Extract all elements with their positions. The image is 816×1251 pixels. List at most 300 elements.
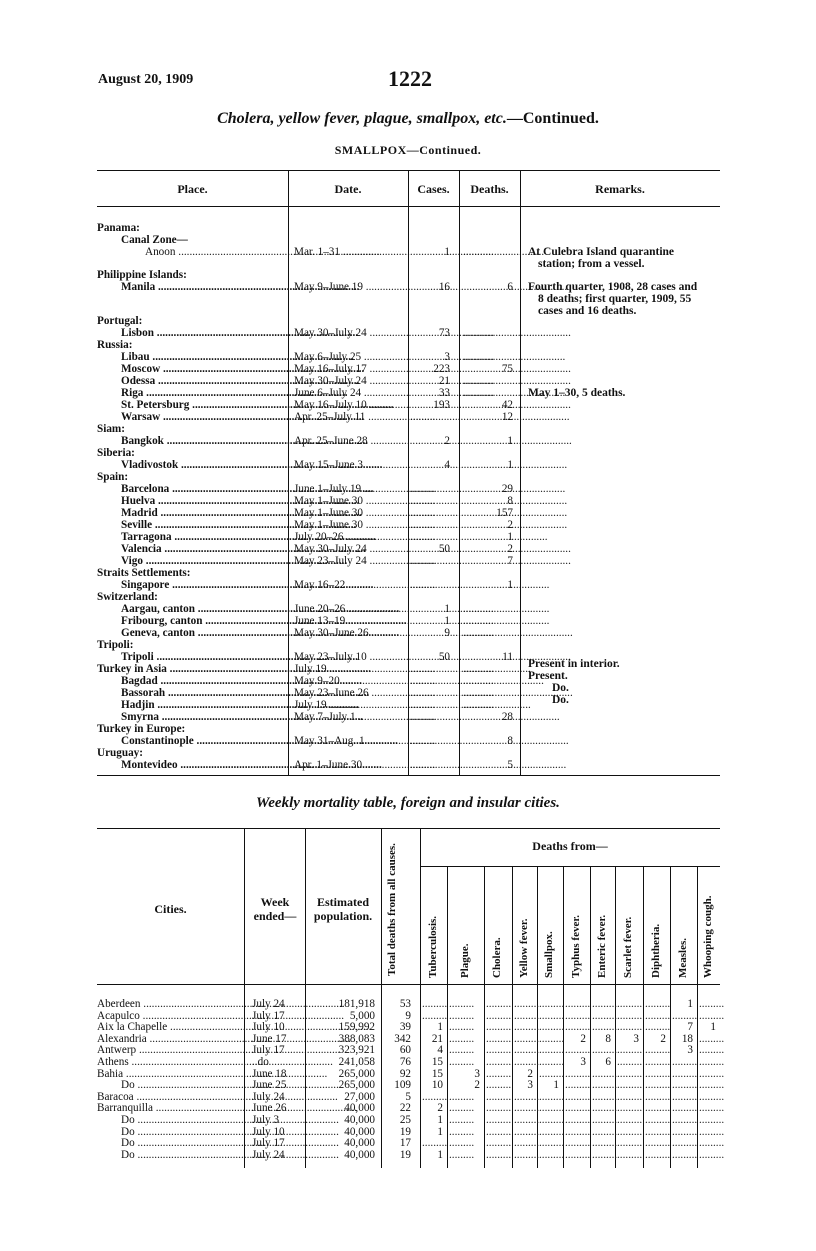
disease-cell: 1 xyxy=(437,1021,443,1034)
cases-cell: 9 xyxy=(444,627,450,639)
disease-header: Plague. xyxy=(458,943,471,978)
table-row xyxy=(97,447,727,459)
disease-cell: ......... xyxy=(486,1125,512,1138)
table-row xyxy=(97,567,727,579)
cases-cell: 16 xyxy=(438,281,450,293)
date-cell: May 30–July 24 ..... xyxy=(294,375,407,387)
city-cell: Barranquilla ..... xyxy=(97,1103,244,1114)
date-cell: July 19 ..... xyxy=(294,663,407,675)
population-cell: 40,000 xyxy=(344,1125,375,1138)
table-row xyxy=(97,591,727,603)
table-row xyxy=(97,747,727,759)
population-cell: 5,000 xyxy=(349,1009,375,1022)
place-cell: Bagdad ..... xyxy=(121,675,286,687)
disease-cell: ......... xyxy=(539,1032,565,1045)
deaths-cell: 75 xyxy=(501,363,513,375)
deaths-cell: ........... xyxy=(463,675,494,687)
cases-cell: ......... xyxy=(410,411,436,423)
total-cell: 109 xyxy=(394,1079,411,1092)
total-cell: 19 xyxy=(399,1148,411,1161)
disease-cell: ......... xyxy=(699,998,725,1010)
week-cell: July 10 xyxy=(252,1021,285,1034)
deaths-cell: ........... xyxy=(463,375,494,387)
disease-cell: ......... xyxy=(486,1148,512,1161)
disease-cell: ......... xyxy=(565,1148,591,1161)
disease-cell: ......... xyxy=(539,1102,565,1115)
date-cell: May 7–July 1 ..... xyxy=(294,711,407,723)
disease-cell: ......... xyxy=(592,1102,618,1115)
disease-cell: 3 xyxy=(633,1032,639,1045)
table-row xyxy=(97,351,727,363)
disease-cell: ......... xyxy=(565,998,591,1010)
page-title xyxy=(0,110,816,128)
disease-cell: ......... xyxy=(645,1067,671,1080)
place-cell: Tripoli ..... xyxy=(121,651,286,663)
disease-cell: ......... xyxy=(486,1079,512,1092)
place-cell: Turkey in Europe: xyxy=(97,723,186,735)
disease-cell: ......... xyxy=(514,1148,540,1161)
disease-cell: ......... xyxy=(617,1125,643,1138)
place-cell: Siberia: xyxy=(97,447,135,459)
disease-cell: ......... xyxy=(449,1044,475,1057)
disease-cell: ......... xyxy=(422,1090,448,1103)
population-cell: 40,000 xyxy=(344,1114,375,1126)
week-cell: July 24 xyxy=(252,1148,285,1161)
table-row xyxy=(97,399,727,411)
disease-cell: ......... xyxy=(539,1067,565,1080)
disease-cell: 2 xyxy=(527,1067,533,1080)
city-cell: Do ..... xyxy=(121,1150,244,1161)
col-header-cities: Cities. xyxy=(154,902,187,916)
total-cell: 39 xyxy=(399,1021,411,1034)
disease-cell: ......... xyxy=(422,998,448,1010)
cases-cell: ......... xyxy=(410,483,436,495)
city-cell: Do ..... xyxy=(121,1115,244,1126)
place-cell: Spain: xyxy=(97,471,129,483)
disease-cell: ......... xyxy=(592,1137,618,1150)
disease-cell: ......... xyxy=(672,1067,698,1080)
table-row xyxy=(97,555,727,567)
deaths-cell: 5 xyxy=(507,759,513,771)
disease-cell: ......... xyxy=(539,1137,565,1150)
cases-cell: 21 xyxy=(438,375,450,387)
disease-header: Yellow fever. xyxy=(517,918,530,978)
table-row xyxy=(97,543,727,555)
disease-cell: ......... xyxy=(699,1009,725,1022)
disease-cell: ......... xyxy=(645,1114,671,1126)
mortality-row xyxy=(97,1150,727,1161)
disease-cell: ......... xyxy=(486,1114,512,1126)
disease-cell: ......... xyxy=(422,1009,448,1022)
disease-cell: ......... xyxy=(645,1044,671,1057)
disease-cell: ......... xyxy=(592,1079,618,1092)
date-cell: July 20–26 ..... xyxy=(294,531,407,543)
disease-cell: ......... xyxy=(449,1090,475,1103)
date-cell: May 9–June 19 ..... xyxy=(294,281,407,293)
date-cell: May 30–July 24 ..... xyxy=(294,543,407,555)
remark-text: cases and 16 deaths. xyxy=(538,305,637,317)
place-cell: Bangkok ..... xyxy=(121,435,286,447)
date-cell: May 16–July 10 ..... xyxy=(294,399,407,411)
week-cell: July 17 xyxy=(252,1137,285,1150)
table-row xyxy=(97,507,727,519)
disease-cell: 2 xyxy=(437,1102,443,1115)
week-cell: June 17 xyxy=(252,1032,287,1045)
disease-cell: ......... xyxy=(514,1090,540,1103)
cases-cell: ......... xyxy=(410,579,436,591)
disease-cell: ......... xyxy=(449,1056,475,1068)
disease-cell: ......... xyxy=(514,1114,540,1126)
disease-cell: ......... xyxy=(449,1137,475,1150)
disease-cell: ......... xyxy=(539,1125,565,1138)
table-row xyxy=(97,663,727,675)
disease-cell: 10 xyxy=(431,1079,443,1092)
date-cell: May 16–22 ..... xyxy=(294,579,407,591)
date-cell: June 1–July 19 ..... xyxy=(294,483,407,495)
disease-cell: ......... xyxy=(486,1090,512,1103)
disease-cell: ......... xyxy=(617,1102,643,1115)
city-cell: Aix la Chapelle ..... xyxy=(97,1022,244,1033)
disease-cell: 1 xyxy=(553,1079,559,1092)
disease-cell: 3 xyxy=(580,1056,586,1068)
table-row xyxy=(97,723,727,735)
disease-cell: ......... xyxy=(592,1021,618,1034)
date-cell: May 31–Aug. 1 ..... xyxy=(294,735,407,747)
deaths-cell: 12 xyxy=(501,411,513,423)
place-cell: Geneva, canton ..... xyxy=(121,627,286,639)
disease-cell: ......... xyxy=(565,1102,591,1115)
disease-cell: ......... xyxy=(539,1148,565,1161)
remark-text: 8 deaths; first quarter, 1909, 55 xyxy=(538,293,692,305)
cases-cell: 50 xyxy=(438,651,450,663)
deaths-cell: 29 xyxy=(501,483,513,495)
place-cell: Hadjin ..... xyxy=(121,699,286,711)
population-cell: 265,000 xyxy=(338,1079,375,1092)
disease-cell: ......... xyxy=(645,1148,671,1161)
table-row xyxy=(97,639,727,651)
cases-cell: ......... xyxy=(410,675,436,687)
deaths-cell: ........... xyxy=(463,351,494,363)
disease-cell: ......... xyxy=(539,1021,565,1034)
cases-cell: 1 xyxy=(444,603,450,615)
date-cell: May 9–20 ..... xyxy=(294,675,407,687)
place-cell: Montevideo ..... xyxy=(121,759,286,771)
deaths-cell: ........... xyxy=(463,663,494,675)
week-cell: June 18 xyxy=(252,1067,287,1080)
total-cell: 22 xyxy=(399,1102,411,1115)
disease-header: Enteric fever. xyxy=(595,914,608,978)
disease-cell: 1 xyxy=(437,1148,443,1161)
table-row xyxy=(97,615,727,627)
cases-cell: 193 xyxy=(433,399,450,411)
mortality-row xyxy=(97,1138,727,1149)
disease-cell: 7 xyxy=(687,1021,693,1034)
table-row xyxy=(97,699,727,711)
disease-cell: ......... xyxy=(486,1009,512,1022)
date-cell: May 1–June 30 ..... xyxy=(294,495,407,507)
disease-cell: ......... xyxy=(672,1148,698,1161)
disease-cell: ......... xyxy=(592,1148,618,1161)
date-cell: June 6–July 24 ..... xyxy=(294,387,407,399)
disease-cell: ......... xyxy=(539,1090,565,1103)
week-cell: ..do xyxy=(252,1056,269,1068)
disease-cell: 1 xyxy=(687,998,693,1010)
disease-cell: ......... xyxy=(449,1009,475,1022)
disease-cell: 2 xyxy=(580,1032,586,1045)
disease-cell: ......... xyxy=(617,1148,643,1161)
mortality-row xyxy=(97,1022,727,1033)
population-cell: 388,083 xyxy=(338,1032,375,1045)
disease-cell: ......... xyxy=(565,1009,591,1022)
disease-cell: 15 xyxy=(431,1056,443,1068)
disease-cell: ......... xyxy=(449,1125,475,1138)
total-cell: 342 xyxy=(394,1032,411,1045)
place-cell: Vigo ..... xyxy=(121,555,286,567)
col-header-place: Place. xyxy=(177,182,208,196)
disease-cell: ......... xyxy=(565,1021,591,1034)
disease-cell: ......... xyxy=(539,1009,565,1022)
disease-cell: ......... xyxy=(699,1102,725,1115)
date-cell: May 6–July 25 ..... xyxy=(294,351,407,363)
disease-cell: ......... xyxy=(699,1125,725,1138)
place-cell: Canal Zone— xyxy=(121,234,188,246)
col-header-remarks: Remarks. xyxy=(595,182,645,196)
total-cell: 76 xyxy=(399,1056,411,1068)
cases-cell: 73 xyxy=(438,327,450,339)
table-row xyxy=(97,495,727,507)
cases-cell: ......... xyxy=(410,519,436,531)
total-cell: 5 xyxy=(405,1090,411,1103)
date-cell: May 30–June 26 ..... xyxy=(294,627,407,639)
disease-cell: ......... xyxy=(486,1044,512,1057)
disease-cell: ......... xyxy=(617,1009,643,1022)
table-row xyxy=(97,711,727,723)
table-row xyxy=(97,579,727,591)
disease-cell: ......... xyxy=(699,1090,725,1103)
disease-cell: 3 xyxy=(474,1067,480,1080)
deaths-cell: ........... xyxy=(463,687,494,699)
disease-cell: ......... xyxy=(617,1137,643,1150)
disease-header: Cholera. xyxy=(491,937,503,978)
deaths-cell: 11 xyxy=(502,651,513,663)
deaths-cell: 1 xyxy=(507,579,513,591)
disease-cell: ......... xyxy=(514,1102,540,1115)
disease-cell: ......... xyxy=(514,1125,540,1138)
disease-cell: 6 xyxy=(605,1056,611,1068)
table-row xyxy=(97,387,727,399)
cases-cell: ......... xyxy=(410,687,436,699)
place-cell: Odessa ..... xyxy=(121,375,286,387)
cases-cell: ......... xyxy=(410,663,436,675)
date-cell: May 30–July 24 ..... xyxy=(294,327,407,339)
place-cell: Moscow ..... xyxy=(121,363,286,375)
disease-cell: ......... xyxy=(617,998,643,1010)
disease-cell: ......... xyxy=(592,1044,618,1057)
mortality-row xyxy=(97,1080,727,1091)
mortality-row xyxy=(97,1115,727,1126)
title-main: Cholera, yellow fever, plague, smallpox, etc. xyxy=(217,110,507,127)
place-cell: Huelva ..... xyxy=(121,495,286,507)
population-cell: 323,921 xyxy=(338,1044,375,1057)
remark-text: Fourth quarter, 1908, 28 cases and xyxy=(528,281,698,293)
deaths-cell: ........... xyxy=(463,387,494,399)
disease-cell: ......... xyxy=(565,1137,591,1150)
cases-cell: 3 xyxy=(444,351,450,363)
disease-header: Scarlet fever. xyxy=(622,916,634,978)
place-cell: Seville ..... xyxy=(121,519,286,531)
disease-cell: ......... xyxy=(617,1044,643,1057)
population-cell: 241,058 xyxy=(338,1056,375,1068)
disease-cell: ......... xyxy=(645,1125,671,1138)
place-cell: Bassorah ..... xyxy=(121,687,286,699)
disease-cell: 3 xyxy=(527,1079,533,1092)
disease-cell: 8 xyxy=(605,1032,611,1045)
col-header-deaths-from: Deaths from— xyxy=(532,839,608,853)
place-cell: Fribourg, canton ..... xyxy=(121,615,286,627)
deaths-cell: 6 xyxy=(507,281,513,293)
city-cell: Do ..... xyxy=(121,1127,244,1138)
deaths-cell: 1 xyxy=(507,531,513,543)
date-cell: July 19 ..... xyxy=(294,699,407,711)
mortality-row xyxy=(97,999,727,1010)
deaths-cell: ........... xyxy=(463,246,494,258)
city-cell: Aberdeen ..... xyxy=(97,999,244,1010)
disease-cell: ......... xyxy=(699,1137,725,1150)
population-cell: 40,000 xyxy=(344,1137,375,1150)
place-cell: Tripoli: xyxy=(97,639,134,651)
city-cell: Bahia ..... xyxy=(97,1069,244,1080)
place-cell: Riga ..... xyxy=(121,387,286,399)
disease-cell: ......... xyxy=(672,1090,698,1103)
table-row xyxy=(97,531,727,543)
date-cell: Mar. 1–31 ..... xyxy=(294,246,407,258)
disease-cell: ......... xyxy=(486,1067,512,1080)
date-cell: May 1–June 30 ..... xyxy=(294,519,407,531)
disease-header: Diphtheria. xyxy=(649,923,662,978)
disease-cell: 21 xyxy=(431,1032,443,1045)
deaths-cell: ........... xyxy=(463,603,494,615)
disease-cell: ......... xyxy=(486,1137,512,1150)
table-row xyxy=(97,423,727,435)
place-cell: Siam: xyxy=(97,423,125,435)
place-cell: Panama: xyxy=(97,222,140,234)
remark-text: Present in interior. xyxy=(528,658,620,670)
week-cell: July 17 xyxy=(252,1044,285,1057)
city-cell: Do ..... xyxy=(121,1138,244,1149)
disease-cell: ......... xyxy=(592,1090,618,1103)
disease-cell: ......... xyxy=(699,1032,725,1045)
disease-cell: ......... xyxy=(699,1044,725,1057)
disease-cell: ......... xyxy=(565,1090,591,1103)
date-cell: May 16–July 17 ..... xyxy=(294,363,407,375)
disease-cell: ......... xyxy=(565,1067,591,1080)
total-cell: 53 xyxy=(399,998,411,1010)
population-cell: 27,000 xyxy=(344,1090,375,1103)
cases-cell: ......... xyxy=(410,759,436,771)
remark-text: Present. xyxy=(528,670,568,682)
disease-cell: ......... xyxy=(422,1137,448,1150)
place-cell: Singapore ..... xyxy=(121,579,286,591)
disease-cell: ......... xyxy=(645,998,671,1010)
disease-cell: ......... xyxy=(672,1137,698,1150)
disease-cell: ......... xyxy=(645,1102,671,1115)
disease-cell: ......... xyxy=(514,1021,540,1034)
disease-cell: ......... xyxy=(645,1056,671,1068)
deaths-cell: ........... xyxy=(463,699,494,711)
cases-cell: 223 xyxy=(433,363,450,375)
cases-cell: ......... xyxy=(410,495,436,507)
disease-cell: ......... xyxy=(672,1114,698,1126)
cases-cell: ......... xyxy=(410,531,436,543)
deaths-cell: 2 xyxy=(507,543,513,555)
table-row xyxy=(97,222,727,234)
disease-cell: ......... xyxy=(645,1137,671,1150)
total-cell: 25 xyxy=(399,1114,411,1126)
week-cell: July 24 xyxy=(252,998,285,1010)
population-cell: 159,992 xyxy=(338,1021,375,1034)
table-row xyxy=(97,603,727,615)
cases-cell: 4 xyxy=(444,459,450,471)
disease-cell: 2 xyxy=(474,1079,480,1092)
cases-cell: 2 xyxy=(444,435,450,447)
table-row xyxy=(97,471,727,483)
place-cell: Constantinople ..... xyxy=(121,735,286,747)
date-cell: May 23–July 10 ..... xyxy=(294,651,407,663)
title-continued: —Continued. xyxy=(506,110,599,127)
remark-text: May 1–30, 5 deaths. xyxy=(528,387,626,399)
table-row xyxy=(97,675,727,687)
table-row xyxy=(97,234,727,246)
table-row xyxy=(97,411,727,423)
place-cell: Straits Settlements: xyxy=(97,567,191,579)
disease-cell: ......... xyxy=(672,1102,698,1115)
disease-cell: ......... xyxy=(486,1021,512,1034)
total-cell: 60 xyxy=(399,1044,411,1057)
disease-cell: ......... xyxy=(449,1032,475,1045)
disease-cell: ......... xyxy=(617,1090,643,1103)
city-cell: Antwerp ..... xyxy=(97,1045,244,1056)
disease-cell: ......... xyxy=(565,1079,591,1092)
deaths-cell: 157 xyxy=(496,507,513,519)
place-cell: Smyrna ..... xyxy=(121,711,286,723)
mortality-row xyxy=(97,1057,727,1068)
total-cell: 19 xyxy=(399,1125,411,1138)
disease-cell: ......... xyxy=(449,1114,475,1126)
disease-header: Measles. xyxy=(676,937,689,978)
table-row xyxy=(97,459,727,471)
cases-cell: ......... xyxy=(410,735,436,747)
disease-cell: ......... xyxy=(565,1114,591,1126)
place-cell: Barcelona ..... xyxy=(121,483,286,495)
place-cell: Libau ..... xyxy=(121,351,286,363)
place-cell: Madrid ..... xyxy=(121,507,286,519)
disease-cell: ......... xyxy=(672,1125,698,1138)
disease-cell: ......... xyxy=(617,1067,643,1080)
city-cell: Acapulco ..... xyxy=(97,1011,244,1022)
place-cell: Manila ..... xyxy=(121,281,286,293)
cases-cell: 1 xyxy=(444,246,450,258)
disease-cell: ......... xyxy=(645,1021,671,1034)
date-cell: Apr. 25–June 28 ..... xyxy=(294,435,407,447)
table-row xyxy=(97,375,727,387)
col-header-deaths: Deaths. xyxy=(470,182,509,196)
disease-cell: ......... xyxy=(486,998,512,1010)
deaths-cell: 1 xyxy=(507,435,513,447)
disease-cell: ......... xyxy=(592,1114,618,1126)
disease-cell: ......... xyxy=(539,998,565,1010)
cases-cell: ......... xyxy=(410,507,436,519)
cases-cell: ......... xyxy=(410,711,436,723)
